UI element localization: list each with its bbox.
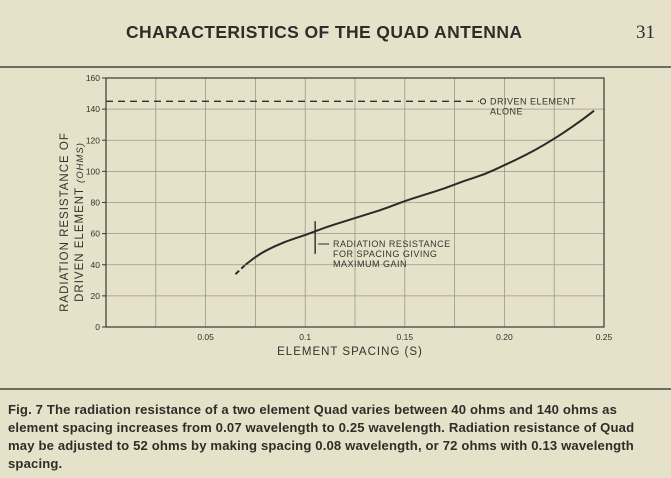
chart-grid xyxy=(106,78,604,327)
y-tick-label: 80 xyxy=(90,197,100,208)
y-axis-title-line1: RADIATION RESISTANCE OF xyxy=(59,132,71,312)
max-gain-label-line1: RADIATION RESISTANCE xyxy=(333,239,451,249)
y-axis-title-line2 xyxy=(74,142,86,302)
y-tick-label: 60 xyxy=(90,228,100,239)
running-head: CHARACTERISTICS OF THE QUAD ANTENNA xyxy=(126,22,523,42)
y-axis-title xyxy=(59,132,86,312)
caption-fig-label: Fig. 7 xyxy=(8,402,44,417)
y-tick-label: 120 xyxy=(85,135,100,146)
x-tick-label: 0.25 xyxy=(595,332,613,342)
y-tick-label: 20 xyxy=(90,290,100,301)
y-axis-ticks xyxy=(86,73,106,332)
caption-text: The radiation resistance of a two element Quad varies between 40 ohms and 140 ohms as element spacing increases from 0.07 wavelength to 0.25 wavelength. Radiation resistance of Quad may be adjusted to 52 ohms by making spacing 0.08 wavelength, or 72 ohms with 0.13 wavelength spacing. xyxy=(8,402,635,471)
y-tick-label: 160 xyxy=(85,73,100,83)
max-gain-label-line3: MAXIMUM GAIN xyxy=(333,259,408,269)
y-tick-label: 0 xyxy=(95,322,100,332)
x-tick-label: 0.20 xyxy=(496,332,513,342)
y-axis-unit: (OHMS) xyxy=(75,142,86,183)
y-axis-title-line2-text: DRIVEN ELEMENT xyxy=(74,187,86,302)
driven-element-label-line2: ALONE xyxy=(490,106,524,117)
y-tick-label: 40 xyxy=(90,259,100,270)
x-tick-label: 0.05 xyxy=(197,332,214,342)
curve-extension-dashed xyxy=(235,265,245,274)
figure-caption xyxy=(8,401,664,473)
driven-element-alone-marker xyxy=(480,99,485,104)
x-axis-title: ELEMENT SPACING (S) xyxy=(277,346,423,358)
driven-element-label-line1: DRIVEN ELEMENT xyxy=(490,96,577,107)
page-number: 31 xyxy=(636,22,655,43)
x-axis-ticks xyxy=(197,332,612,342)
max-gain-label-line2: FOR SPACING GIVING xyxy=(333,249,438,259)
y-tick-label: 140 xyxy=(85,104,100,115)
y-tick-label: 100 xyxy=(85,166,100,177)
x-tick-label: 0.15 xyxy=(396,332,414,342)
figure-bottom-rule xyxy=(0,388,671,390)
x-tick-label: 0.1 xyxy=(299,332,312,342)
